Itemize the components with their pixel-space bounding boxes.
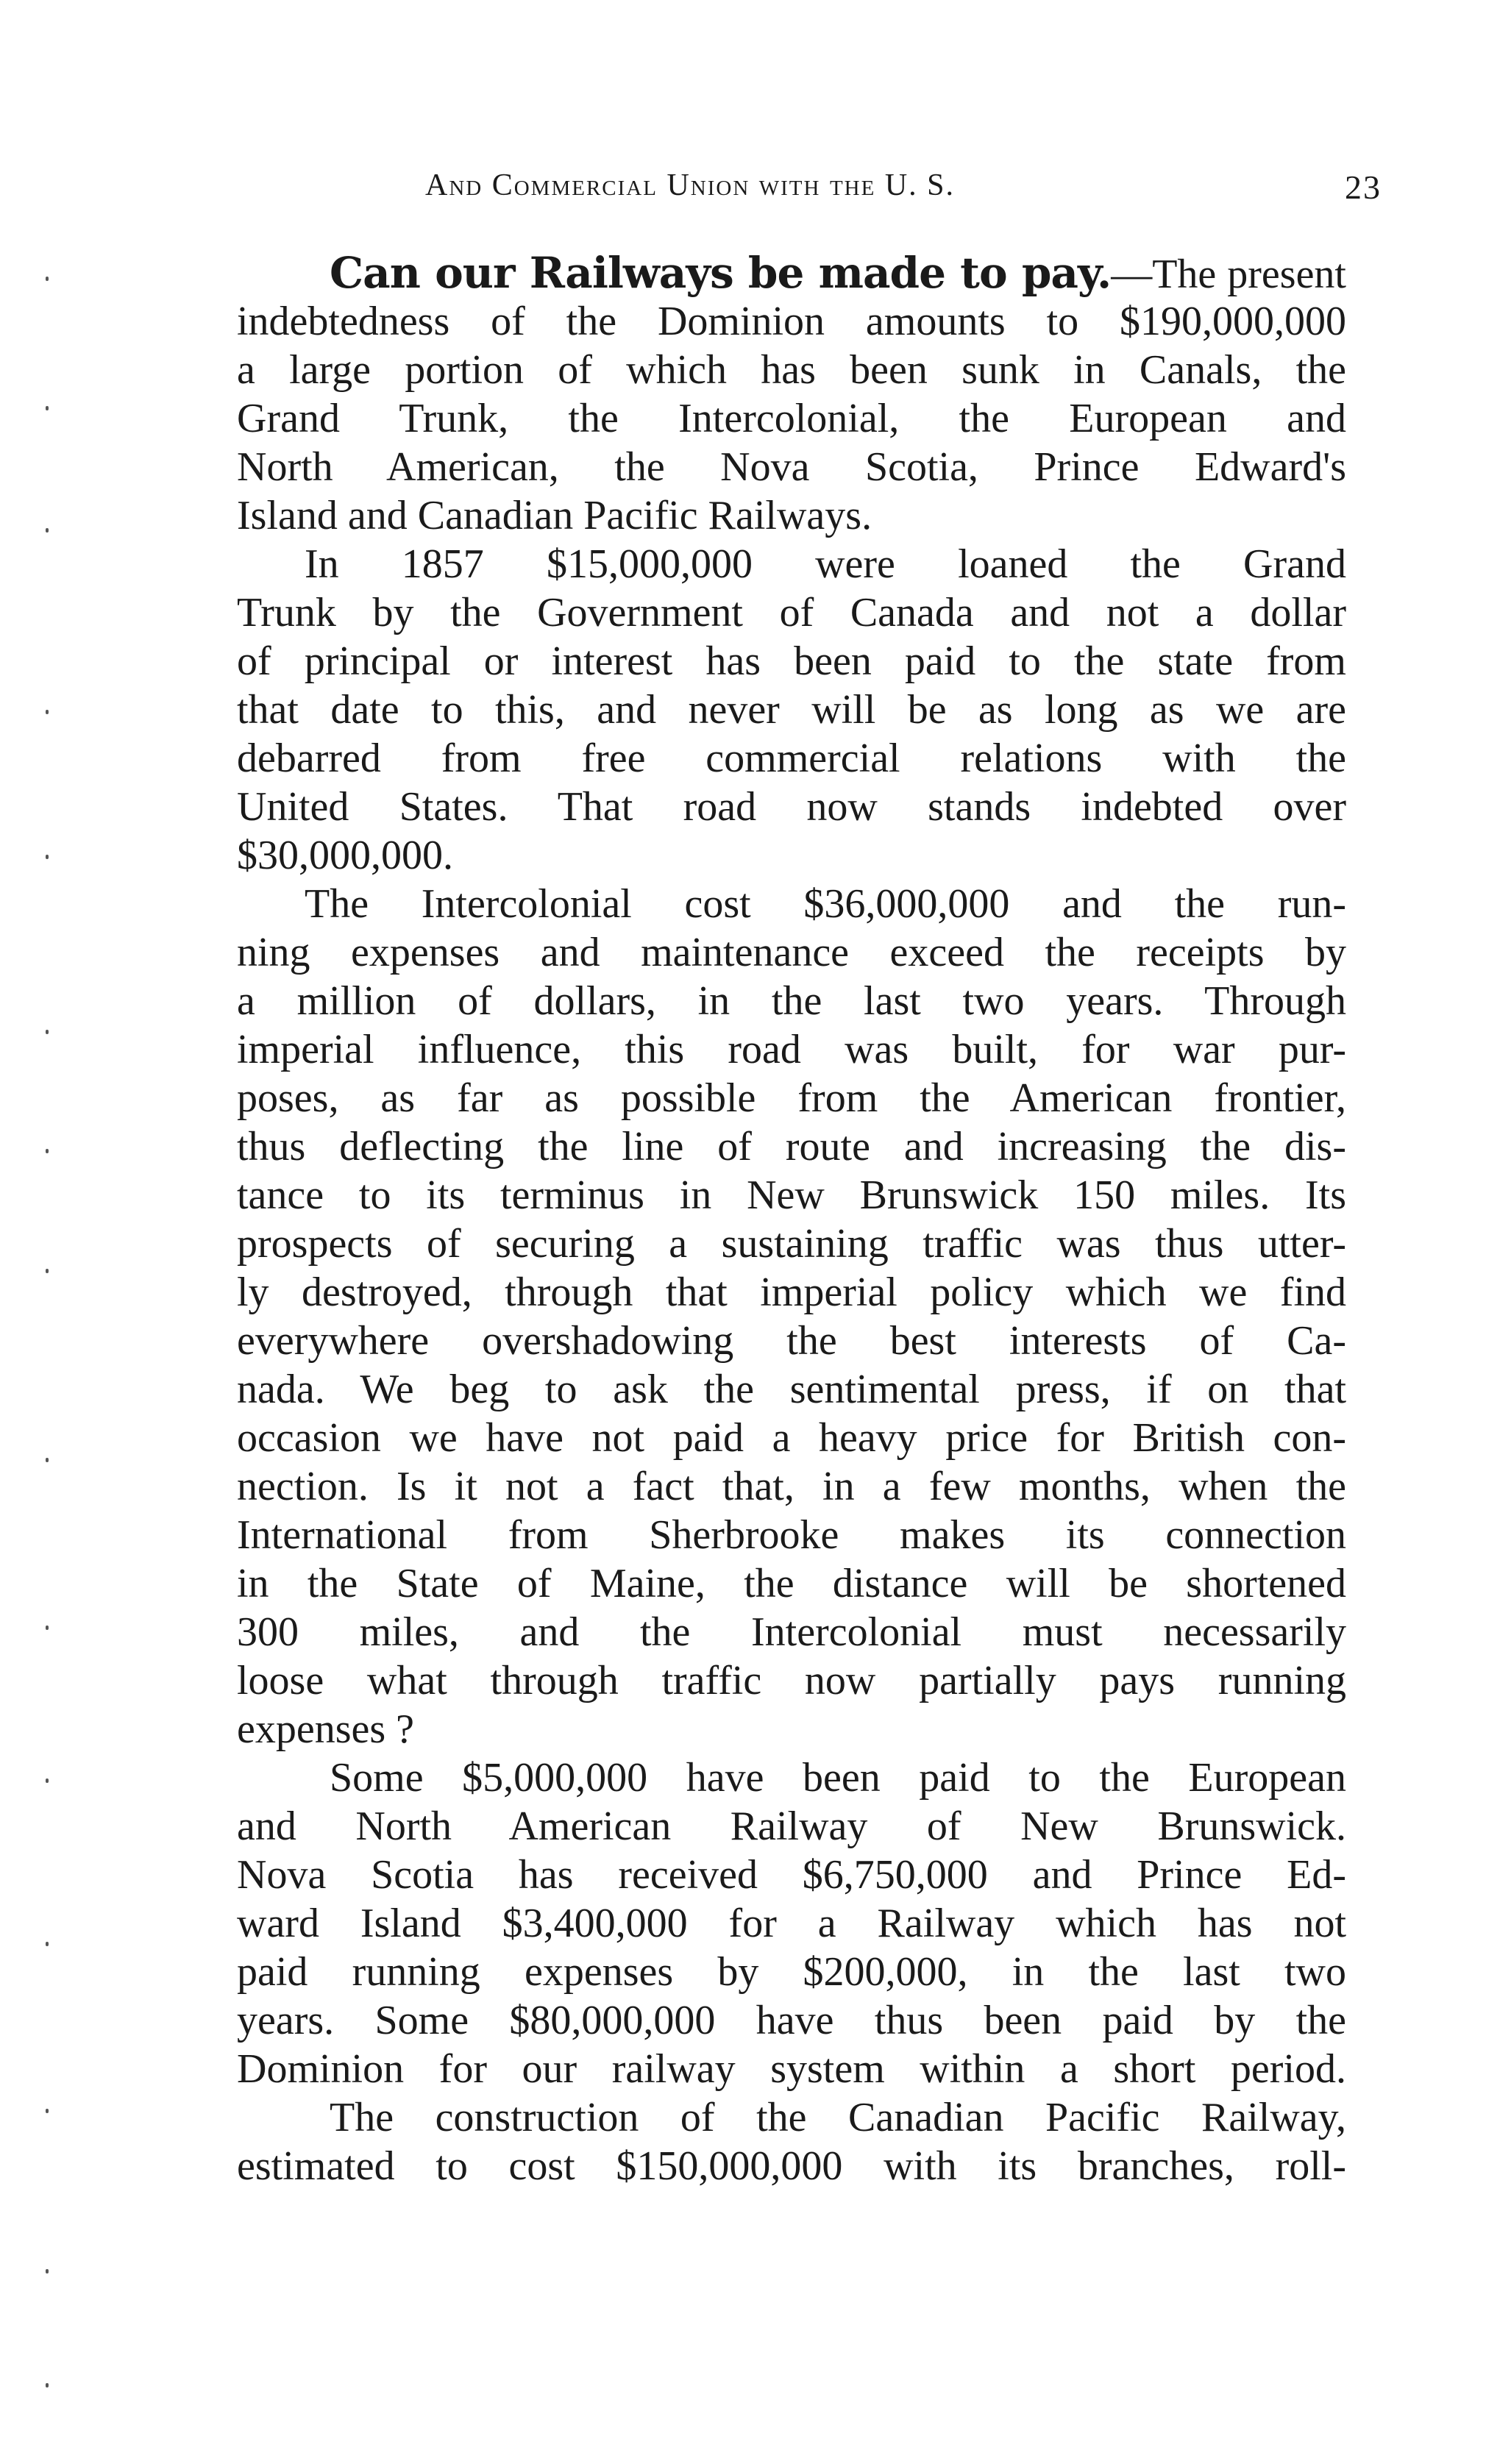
text-line: nada. We beg to ask the sentimental press, if on that [237,1367,1346,1412]
text-line: everywhere overshadowing the best interests of Ca- [237,1318,1346,1364]
text-line: a large portion of which has been sunk in Canals, the [237,347,1346,393]
running-head-title: And Commercial Union with the U. S. [425,168,956,202]
text-line: Trunk by the Government of Canada and not a dollar [237,590,1346,635]
section-heading: Can our Railways be made to pay. [330,248,1112,298]
text-line: Nova Scotia has received $6,750,000 and Prince Ed- [237,1852,1346,1898]
text-line: debarred from free commercial relations with the [237,736,1346,781]
margin-speck [46,1030,49,1034]
margin-speck [46,1458,49,1462]
text-line: North American, the Nova Scotia, Prince Edward's [237,444,1346,490]
margin-speck [46,1269,49,1273]
margin-speck [46,1942,49,1946]
text-line: 300 miles, and the Intercolonial must necessarily [237,1609,1346,1655]
margin-speck [46,1626,49,1630]
text-line: indebtedness of the Dominion amounts to $190,000,000 [237,299,1346,344]
page-number: 23 [1345,168,1382,206]
text-line: poses, as far as possible from the American frontier, [237,1075,1346,1121]
text-line: ward Island $3,400,000 for a Railway which has not [237,1901,1346,1946]
margin-speck [46,277,49,281]
running-head [425,168,1382,215]
text-line: expenses ? [237,1706,415,1752]
margin-speck [46,855,49,859]
text-line: International from Sherbrooke makes its connection [237,1512,1346,1558]
text-line: that date to this, and never will be as long as we are [237,687,1346,733]
margin-speck [46,528,49,533]
body-text [237,249,1346,2190]
margin-speck [46,2109,49,2113]
text-line: The Intercolonial cost $36,000,000 and the run- [305,881,1346,927]
text-line: prospects of securing a sustaining traffic was thus utter- [237,1221,1346,1267]
text-line: Grand Trunk, the Intercolonial, the European and [237,396,1346,441]
margin-specks [46,0,60,2464]
text-line: imperial influence, this road was built, for war pur- [237,1027,1346,1072]
text-line: and North American Railway of New Brunswick. [237,1804,1346,1849]
text-line: ning expenses and maintenance exceed the receipts by [237,930,1346,975]
text-line: In 1857 $15,000,000 were loaned the Grand [305,541,1346,587]
margin-speck [46,406,49,410]
text-line: loose what through traffic now partially pays running [237,1658,1346,1703]
text-line: nection. Is it not a fact that, in a few months, when the [237,1464,1346,1509]
text-line: years. Some $80,000,000 have thus been paid by the [237,1998,1346,2043]
text-line: thus deflecting the line of route and increasing the dis- [237,1124,1346,1169]
text-line: in the State of Maine, the distance will be shortened [237,1561,1346,1606]
text-line: The construction of the Canadian Pacific Railway, [330,2095,1346,2140]
text-line: Island and Canadian Pacific Railways. [237,493,872,538]
text-line: Some $5,000,000 have been paid to the European [330,1755,1346,1801]
text-line-content: —The present [1111,252,1346,297]
text-line: estimated to cost $150,000,000 with its branches, roll- [237,2143,1346,2189]
text-line: ly destroyed, through that imperial policy which we find [237,1270,1346,1315]
text-line: a million of dollars, in the last two years. Through [237,978,1346,1024]
text-line: tance to its terminus in New Brunswick 150 miles. Its [237,1172,1346,1218]
text-line: paid running expenses by $200,000, in the last two [237,1949,1346,1995]
margin-speck [46,2383,49,2388]
text-line: Dominion for our railway system within a short period. [237,2046,1346,2092]
margin-speck [46,2269,49,2273]
text-line: United States. That road now stands indebted over [237,784,1346,830]
text-line [237,249,1346,297]
margin-speck [46,710,49,714]
margin-speck [46,1149,49,1153]
text-line: $30,000,000. [237,833,453,878]
text-line: occasion we have not paid a heavy price for British con- [237,1415,1346,1461]
text-line: of principal or interest has been paid to the state from [237,638,1346,684]
margin-speck [46,1778,49,1783]
